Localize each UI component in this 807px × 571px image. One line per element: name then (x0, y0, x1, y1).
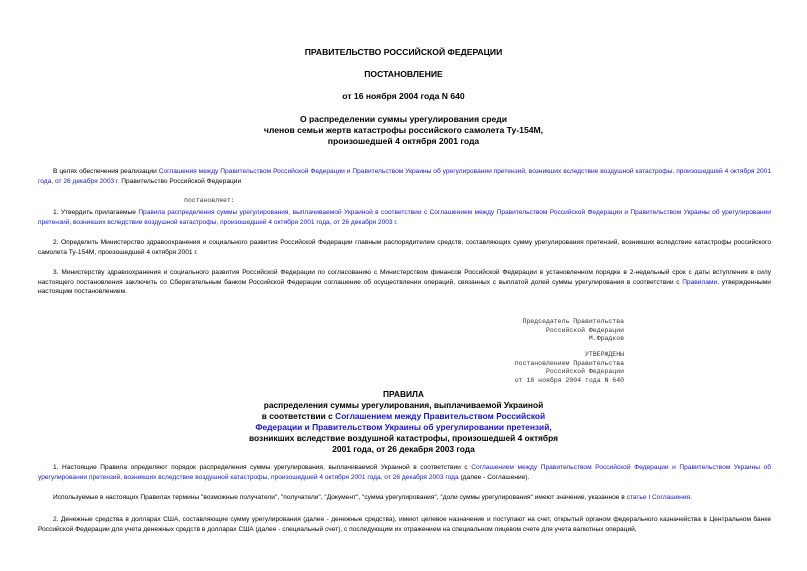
rules-paragraph-terms: Используемые в настоящих Правилах термины "возможные получатели", "получатели", "Документ", "сумма урегулирования", "доли суммы урегулирования" имеют значение, указанное в статье I Соглашения. (53, 494, 692, 501)
resolves-label: постановляет: (184, 197, 235, 204)
article-1-link[interactable]: статье I Соглашения (626, 494, 691, 501)
document-date-number: от 16 ноября 2004 года N 640 (342, 91, 465, 101)
preamble-paragraph: В целях обеспечения реализации Соглашения между Правительством Российской Федерации и Правительством Украины об урегулировании претензий, возникших вследствие воздушной катастрофы, произошедшей 4 октября 2001 года, от 26 декабря 2003 г. Правительство Российской Федерации (38, 168, 771, 185)
item-3: 3. Министерству здравоохранения и социального развития Российской Федерации по согласованию с Министерством финансов Российской Федерации в установленном порядке в 2-недельный срок с даты вступления в силу настоящего постановления заключить со Сберегательным банком Российской Федерации соглашение об осуществлении операций, связанных с выплатой долей суммы урегулирования в соответствии с Правилами, утвержденными настоящим постановлением. (38, 269, 771, 296)
agreement-link[interactable]: Соглашения между Правительством Российской Федерации и Правительством Украины об урегулировании претензий, возникших вследствие воздушной катастрофы, произошедшей 4 октября 2001 года, от 26 декабря 2003 г. (38, 168, 771, 185)
document-page: ПРАВИТЕЛЬСТВО РОССИЙСКОЙ ФЕДЕРАЦИИ ПОСТАНОВЛЕНИЕ от 16 ноября 2004 года N 640 О распределении суммы урегулирования среди членов семьи жертв катастрофы российского самолета Ту-154М, произошедшей 4 октября 2001 года В целях обеспечения реализации Соглашения между Правительством Российской Федерации и Правительством Украины об урегулировании претензий, возникших вследствие воздушной катастрофы, произошедшей 4 октября 2001 года, от 26 декабря 2003 г. Правительство Российской Федерации постановляет: 1. Утвердить прилагаемые Правила распределения суммы урегулирования, выплачиваемой Украиной в соответствии с Соглашением между Правительством Российской Федерации и Правительством Украины об урегулировании претензий, возникших вследствие воздушной катастрофы, произошедшей 4 октября 2001 года, от 26 декабря 2003 г. 2. Определить Министерство здравоохранения и социального развития Российской Федерации главным распорядителем средств, составляющих сумму урегулирования претензий, возникших вследствие катастрофы российского самолета Ту-154М, произошедшей 4 октября 2001 г. 3. Министерству здравоохранения и социального развития Российской Федерации по согласованию с Министерством финансов Российской Федерации в установленном порядке в 2-недельный срок с даты вступления в силу настоящего постановления заключить со Сберегательным банком Российской Федерации соглашение об осуществлении операций, связанных с выплатой долей суммы урегулирования в соответствии с Правилами, утвержденными настоящим постановлением. Председатель Правительства Российской Федерации М.Фрадков УТВЕРЖДЕНЫ постановлением Правительства Российской Федерации от 16 ноября 2004 года N 640 ПРАВИЛА распределения суммы урегулирования, выплачиваемой Украиной в соответствии с Соглашением между Правительством Российской Федерации и Правительством Украины об урегулировании претензий, возникших вследствие воздушной катастрофы, произошедшей 4 октября 2001 года, от 26 декабря 2003 года 1. Настоящие Правила определяют порядок распределения суммы урегулирования, выплачиваемой Украиной в соответствии с Соглашением между Правительством Российской Федерации и Правительством Украины об урегулировании претензий, возникших вследствие воздушной катастрофы, произошедшей 4 октября 2001 года, от 26 декабря 2003 года (далее - Соглашение). Используемые в настоящих Правилах термины "возможные получатели", "получатели", "Документ", "сумма урегулирования", "доли суммы урегулирования" имеют значение, указанное в статье I Соглашения. 2. Денежные средства в долларах США, составляющие сумму урегулирования (далее - денежные средства), имеют целевое назначение и поступают на счет, открытый органом федерального казначейства в Центральном банке Российской Федерации для учета денежных средств в долларах США (далее - специальный счет), с последующим их отражением на специальном лицевом счете для учета валютных операций, (0, 0, 807, 571)
rules-link[interactable]: Правила распределения суммы урегулирования, выплачиваемой Украиной в соответствии с Соглашением между Правительством Российской Федерации и Правительством Украины об урегулировании претензий, возникших вследствие воздушной катастрофы, произошедшей 4 октября 2001 года, от 26 декабря 2003 г. (38, 209, 771, 226)
rules-heading: ПРАВИЛА (383, 389, 424, 399)
signature-block: Председатель Правительства Российской Федерации М.Фрадков (522, 318, 624, 343)
rules-paragraph-1: 1. Настоящие Правила определяют порядок распределения суммы урегулирования, выплачиваемой Украиной в соответствии с Соглашением между Правительством Российской Федерации и Правительством Украины об урегулировании претензий, возникших вследствие воздушной катастрофы, произошедшей 4 октября 2001 года, от 26 декабря 2003 года (далее - Соглашение). (38, 464, 771, 481)
item-1: 1. Утвердить прилагаемые Правила распределения суммы урегулирования, выплачиваемой Украиной в соответствии с Соглашением между Правительством Российской Федерации и Правительством Украины об урегулировании претензий, возникших вследствие воздушной катастрофы, произошедшей 4 октября 2001 года, от 26 декабря 2003 г. (38, 209, 771, 226)
rules-paragraph-2: 2. Денежные средства в долларах США, составляющие сумму урегулирования (далее - денежные средства), имеют целевое назначение и поступают на счет, открытый органом федерального казначейства в Центральном банке Российской Федерации для учета денежных средств в долларах США (далее - специальный счет), с последующим их отражением на специальном лицевом счете для учета валютных операций, (38, 516, 771, 533)
agreement-title-link-cont[interactable]: Федерации и Правительством Украины об урегулировании претензий, (255, 422, 552, 432)
document-type: ПОСТАНОВЛЕНИЕ (364, 69, 443, 79)
approval-block: УТВЕРЖДЕНЫ постановлением Правительства Российской Федерации от 16 ноября 2004 года N 640 (514, 351, 624, 384)
agreement-title-link[interactable]: Соглашением между Правительством Российской (335, 411, 546, 421)
item-2: 2. Определить Министерство здравоохранения и социального развития Российской Федерации главным распорядителем средств, составляющих сумму урегулирования претензий, возникших вследствие катастрофы российского самолета Ту-154М, произошедшей 4 октября 2001 г. (38, 239, 771, 256)
government-header: ПРАВИТЕЛЬСТВО РОССИЙСКОЙ ФЕДЕРАЦИИ (304, 47, 503, 57)
rules-link-short[interactable]: Правилами (682, 278, 718, 286)
agreement-link-2[interactable]: Соглашением между Правительством Российской Федерации и Правительством Украины об урегулировании претензий, возникших вследствие воздушной катастрофы, произошедшей 4 октября 2001 года, от 26 декабря 2003 года (38, 464, 771, 481)
